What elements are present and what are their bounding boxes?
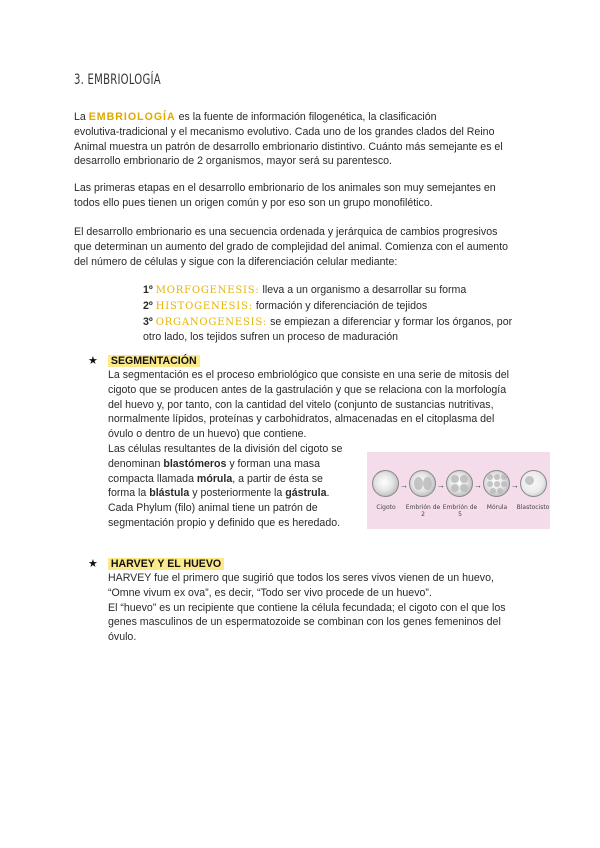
term-blastomeros: blastómeros (163, 457, 227, 470)
heading-harvey: HARVEY Y EL HUEVO (108, 558, 224, 570)
text-line: El “huevo” es un recipiente que contiene la célula fecundada; el cigoto con el que los (108, 601, 506, 614)
term-organogenesis: ORGANOGENESIS: (155, 316, 268, 328)
arrow-icon: → (511, 481, 519, 490)
text-line: compacta llamada mórula, a partir de ésta se (108, 472, 323, 485)
embryo-5-cell-icon (446, 470, 473, 497)
arrow-icon: → (400, 481, 408, 490)
segmentacion-column (108, 442, 370, 531)
text-line: óvulo o dentro de un huevo) que contiene. (108, 428, 307, 441)
caption-embrion-5: Embrión de 5 (442, 504, 478, 518)
text-line: genes masculinos de un espermatozoide se combinan con los genes femeninos del (108, 616, 501, 629)
text-line: Cada Phylum (filo) animal tiene un patrón de (108, 502, 318, 515)
text-line: “Omne vivum ex ova”, es decir, “Todo ser vivo procede de un huevo”. (108, 586, 432, 599)
text-line: forma la blástula y posteriormente la gástrula. (108, 487, 330, 500)
text-line: óvulo. (108, 631, 137, 644)
text-line: El desarrollo embrionario es una secuencia ordenada y jerárquica de cambios progresivos (74, 226, 498, 238)
text-line: que determinan un aumento del grado de complejidad del animal. Comienza con el aumento (74, 240, 509, 253)
paragraph-intro (74, 110, 534, 169)
arrow-icon: → (474, 481, 482, 490)
differentiation-list (143, 283, 513, 345)
text-line: normalmente lípidos, proteínas y carbohidratos, almacenadas en el citoplasma del (108, 413, 495, 426)
term-morula: mórula (196, 472, 233, 485)
text-line: La EMBRIOLOGÍA es la fuente de información filogenética, la clasificación (74, 111, 437, 123)
text-line: del número de células y sigue con la diferenciación celular mediante: (74, 255, 398, 268)
list-item: 2º HISTOGENESIS: formación y diferenciación de tejidos (143, 299, 428, 312)
embryo-development-figure (367, 452, 550, 529)
caption-cigoto: Cigoto (376, 504, 396, 511)
arrow-icon: → (437, 481, 445, 490)
embryo-2-cell-icon (409, 470, 436, 497)
term-histogenesis: HISTOGENESIS: (155, 300, 253, 312)
list-item: 3º ORGANOGENESIS: se empiezan a diferenciar y formar los órganos, por (143, 315, 513, 328)
star-icon: ★ (88, 558, 98, 570)
list-item-continuation: otro lado, los tejidos sufren un proceso de maduración (143, 331, 398, 344)
text-line: desarrollo embrionario de 2 organismos, mayor será su parentesco. (74, 155, 392, 168)
text-line: cigoto que se producen antes de la gastrulación y que se relaciona con la morfología (108, 383, 507, 396)
caption-morula: Mórula (486, 504, 508, 511)
text-line: del huevo y, por tanto, con la cantidad del vitelo (conjunto de sustancias nutritivas, (108, 398, 494, 411)
page-title: 3. EMBRIOLOGÍA (74, 72, 161, 88)
term-morfogenesis: MORFOGENESIS: (155, 285, 260, 296)
text-line: La segmentación es el proceso embriológico que consiste en una serie de mitosis del (108, 369, 510, 381)
segmentacion-body (108, 368, 526, 442)
caption-blastocisto: Blastocisto (516, 504, 550, 511)
section-heading-harvey (88, 557, 224, 570)
text-line: denominan blastómeros y forman una masa (108, 457, 320, 470)
text-line: Las primeras etapas en el desarrollo embrionario de los animales son muy semejantes en (74, 182, 496, 194)
heading-segmentacion: SEGMENTACIÓN (108, 355, 200, 367)
morula-icon (483, 470, 510, 497)
list-item: 1º MORFOGENESIS: lleva a un organismo a desarrollar su forma (143, 284, 467, 296)
paragraph-stages (74, 181, 534, 211)
paragraph-development (74, 225, 534, 269)
text-line: Las células resultantes de la división del cigoto se (108, 443, 343, 455)
text-line: segmentación propio y definido que es heredado. (108, 516, 341, 529)
star-icon: ★ (88, 355, 98, 367)
harvey-body (108, 571, 526, 645)
section-heading-segmentacion (88, 354, 200, 367)
text-line: HARVEY fue el primero que sugirió que todos los seres vivos vienen de un huevo, (108, 572, 494, 584)
blastocisto-icon (520, 470, 547, 497)
caption-embrion-2: Embrión de 2 (405, 504, 441, 518)
keyword-embriologia: EMBRIOLOGÍA (88, 111, 176, 123)
cigoto-cell-icon (372, 470, 399, 497)
text-line: Animal muestra un patrón de desarrollo embrionario distintivo. Cuánto más semejante es el (74, 140, 503, 153)
text-line: todos ello pues tienen un origen común y por eso son un grupo monofilético. (74, 196, 433, 209)
text-line: evolutiva-tradicional y el mecanismo evolutivo. Cada uno de los grandes clados del Reino (74, 125, 495, 138)
term-blastula: blástula (149, 487, 190, 500)
term-gastrula: gástrula (285, 487, 327, 500)
